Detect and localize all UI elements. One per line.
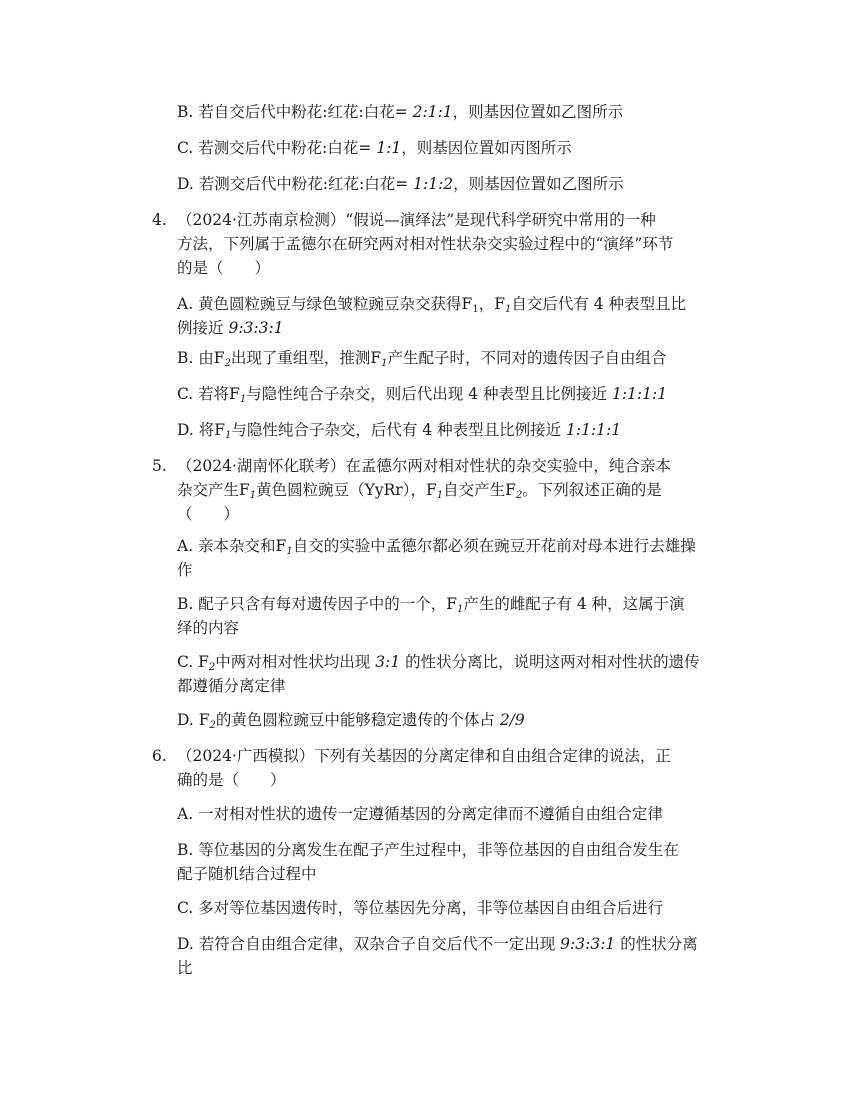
option-text: ，则基因位置如乙图所示 [453, 175, 624, 193]
option-c-prev [177, 136, 737, 160]
option-text: B. 由F [177, 349, 225, 367]
q4-option-b [177, 346, 737, 370]
option-text: 的性状分离 [620, 935, 698, 953]
option-text: 若测交后代中粉花:白花= [198, 139, 372, 157]
option-text: 都遵循分离定律 [177, 677, 286, 695]
option-text: 中两对相对性状均出现 [215, 653, 371, 671]
q6-option-b [177, 838, 737, 886]
option-text: D. 将F [177, 421, 225, 439]
option-text: 产生的雌配子有 4 种，这属于演 [463, 595, 685, 613]
question-text: 的是（ ） [177, 259, 271, 277]
option-text: A. 一对相对性状的遗传一定遵循基因的分离定律而不遵循自由组合定律 [177, 805, 664, 823]
option-text: ，则基因位置如乙图所示 [452, 103, 624, 121]
q5-option-b [177, 592, 737, 640]
option-text: 自交后代有 4 种表型且比 [511, 295, 687, 313]
question-text: 。下列叙述正确的是 [522, 481, 662, 499]
option-text: 比 [177, 959, 193, 977]
option-text: 与隐性纯合子杂交，则后代出现 4 种表型且比例接近 [246, 385, 608, 403]
subscript: 1 [472, 304, 479, 315]
option-text: A. 黄色圆粒豌豆与绿色皱粒豌豆杂交获得F [177, 295, 473, 313]
question-text: 黄色圆粒豌豆（YyRr），F [256, 481, 437, 499]
ratio-value: 2/9 [499, 711, 525, 729]
question-text: （2024·广西模拟）下列有关基因的分离定律和自由组合定律的说法，正 [177, 747, 671, 765]
option-text: B. 等位基因的分离发生在配子产生过程中，非等位基因的自由组合发生在 [177, 841, 679, 859]
ratio-value: 1:1:1:1 [566, 421, 622, 439]
subscript: 2 [208, 662, 216, 673]
option-text: 的黄色圆粒豌豆中能够稳定遗传的个体占 [215, 711, 495, 729]
option-text: C. 多对等位基因遗传时，等位基因先分离，非等位基因自由组合后进行 [177, 899, 664, 917]
question-number: 4. [152, 211, 167, 229]
option-text: C. 若将F [177, 385, 240, 403]
q6-option-c [177, 896, 737, 920]
ratio-value: 2:1:1 [412, 103, 453, 121]
question-number: 6. [152, 747, 167, 765]
option-label: C. [177, 139, 194, 157]
option-text: ，则基因位置如丙图所示 [401, 139, 572, 157]
option-text: C. F [177, 653, 209, 671]
ratio-value: 9:3:3:1 [228, 319, 284, 337]
question-text: 方法，下列属于孟德尔在研究两对相对性状杂交实验过程中的“演绎”环节 [177, 235, 674, 253]
subscript: 1 [224, 430, 232, 441]
option-label: D. [177, 175, 194, 193]
q5-option-d [177, 708, 737, 732]
option-text: 自交的实验中孟德尔都必须在豌豆开花前对母本进行去雄操 [292, 537, 696, 555]
question-text: 自交产生F [443, 481, 516, 499]
option-d-prev [177, 172, 737, 196]
question-text: （ ） [177, 505, 240, 523]
option-label: B. [177, 103, 194, 121]
option-text: 绎的内容 [177, 619, 240, 637]
ratio-value: 1:1:1:1 [611, 385, 668, 403]
option-text: B. 配子只含有每对遗传因子中的一个，F [177, 595, 458, 613]
ratio-value: 9:3:3:1 [560, 935, 616, 953]
ratio-value: 1:1:2 [413, 175, 454, 193]
question-text: 杂交产生F [177, 481, 250, 499]
subscript: 2 [515, 490, 523, 501]
q4-option-a [177, 292, 737, 340]
question-number: 5. [152, 457, 167, 475]
question-4 [152, 208, 737, 280]
option-text: ，F [478, 295, 505, 313]
option-text: D. F [177, 711, 210, 729]
option-text: 的性状分离比，说明这两对相对性状的遗传 [405, 653, 700, 671]
subscript: 1 [436, 490, 444, 501]
subscript: 1 [381, 358, 388, 369]
option-text: 配子随机结合过程中 [177, 865, 317, 883]
option-text: 产生配子时，不同对的遗传因子自由组合 [387, 349, 667, 367]
option-text: 例接近 [177, 319, 224, 337]
subscript: 1 [249, 490, 257, 501]
q6-option-a [177, 802, 737, 826]
question-5 [152, 454, 737, 526]
ratio-value: 3:1 [375, 653, 401, 671]
q4-option-d [177, 418, 737, 442]
option-text: 作 [177, 561, 193, 579]
option-text: D. 若符合自由组合定律，双杂合子自交后代不一定出现 [177, 935, 556, 953]
question-text: （2024·江苏南京检测）“假说—演绎法”是现代科学研究中常用的一种 [177, 211, 656, 229]
subscript: 1 [239, 394, 247, 405]
option-text: A. 亲本杂交和F [177, 537, 287, 555]
q5-option-c [177, 650, 737, 698]
q5-option-a [177, 534, 737, 582]
subscript: 1 [504, 304, 512, 315]
question-text: （2024·湖南怀化联考）在孟德尔两对相对性状的杂交实验中，纯合亲本 [177, 457, 671, 475]
q4-option-c [177, 382, 737, 406]
question-6 [152, 744, 737, 792]
option-text: 若自交后代中粉花:红花:白花= [198, 103, 408, 121]
q6-option-d [177, 932, 737, 980]
option-text: 若测交后代中粉花:红花:白花= [198, 175, 409, 193]
option-text: 出现了重组型，推测F [230, 349, 382, 367]
subscript: 1 [457, 604, 464, 615]
ratio-value: 1:1 [376, 139, 402, 157]
subscript: 1 [286, 546, 293, 557]
subscript: 2 [209, 720, 216, 731]
option-b-prev [177, 100, 737, 124]
question-text: 确的是（ ） [177, 771, 286, 789]
option-text: 与隐性纯合子杂交，后代有 4 种表型且比例接近 [231, 421, 562, 439]
subscript: 2 [224, 358, 231, 369]
